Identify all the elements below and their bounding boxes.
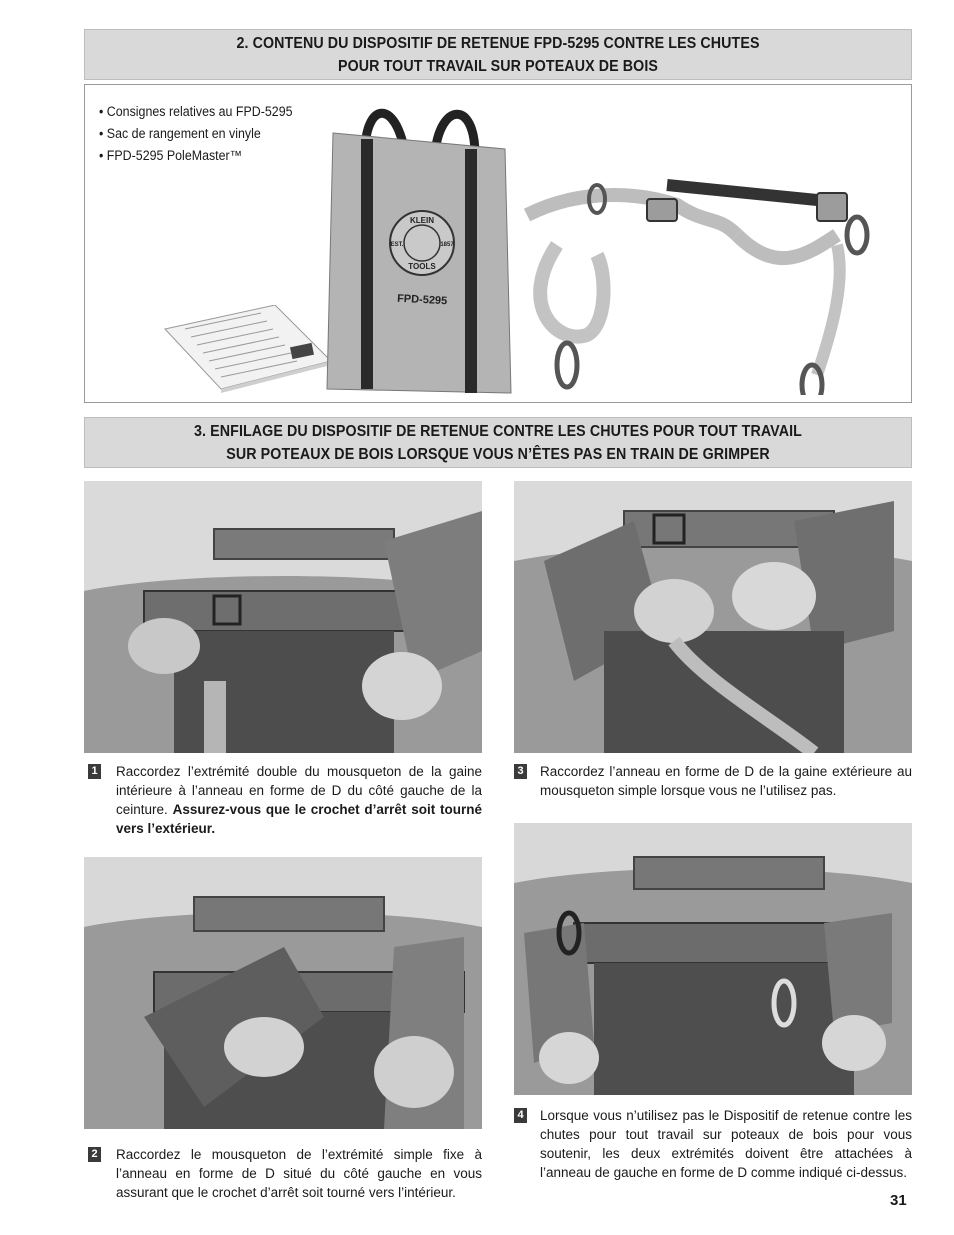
step-number: 2 (88, 1147, 101, 1162)
step-3-photo (514, 481, 912, 753)
step-3-text: Raccordez l’anneau en forme de D de la gaine extérieure au mousqueton simple lorsque vous ne l’utilisez pas. (540, 764, 912, 798)
section-2-title-line-2: POUR TOUT TRAVAIL SUR POTEAUX DE BOIS (337, 58, 659, 75)
step-number: 4 (514, 1108, 527, 1123)
section-3-header (84, 417, 912, 468)
bag-logo-top-text: KLEIN (410, 216, 434, 225)
step-number: 3 (514, 764, 527, 779)
bag-logo-left-text: EST. (390, 242, 404, 248)
step-1 (88, 762, 482, 842)
step-1-warning: Assurez-vous que le crochet d’arrêt soit tourné vers l’extérieur. (116, 802, 482, 836)
step-3 (514, 762, 912, 802)
polemaster-strap-image (497, 165, 897, 395)
bag-logo-bottom-text: TOOLS (408, 262, 436, 271)
section-3-title-line-2: SUR POTEAUX DE BOIS LORSQUE VOUS N’ÊTES PAS EN TRAIN DE GRIMPER (226, 446, 770, 463)
instruction-sheet-image (163, 305, 333, 395)
step-4-text: Lorsque vous n’utilisez pas le Dispositif de retenue contre les chutes pour tout travail sur poteaux de bois pour vous soutenir, les deux extrémités doivent être attachées à l’anneau de gauche en forme de D comme indiqué ci-dessus. (540, 1108, 912, 1180)
contents-box (84, 84, 912, 403)
step-number: 1 (88, 764, 101, 779)
contents-item: • Sac de rangement en vinyle (99, 123, 293, 145)
step-2 (88, 1145, 482, 1205)
step-1-text (116, 762, 482, 838)
step-2-text: Raccordez le mousqueton de l’extrémité simple fixe à l’anneau en forme de D situé du côté gauche en vous assurant que le crochet d’arrêt soit tourné vers l’intérieur. (116, 1147, 482, 1200)
bag-label-text: FPD-5295 (396, 292, 448, 308)
step-4 (514, 1106, 912, 1186)
storage-bag-image (325, 93, 515, 399)
contents-item: • FPD-5295 PoleMaster™ (99, 145, 293, 167)
section-3-title-line-1: 3. ENFILAGE DU DISPOSITIF DE RETENUE CONTRE LES CHUTES POUR TOUT TRAVAIL (194, 423, 802, 440)
contents-list (99, 101, 309, 167)
step-2-photo (84, 857, 482, 1129)
page-number: 31 (890, 1192, 907, 1209)
step-1-body: Raccordez l’extrémité double du mousqueton de la gaine intérieure à l’anneau en forme de D du côté gauche de la ceinture. (116, 764, 482, 817)
step-1-photo (84, 481, 482, 753)
contents-item: • Consignes relatives au FPD-5295 (99, 101, 293, 123)
step-4-photo (514, 823, 912, 1095)
bag-logo-right-text: 1857 (440, 242, 454, 248)
section-2-title-line-1: 2. CONTENU DU DISPOSITIF DE RETENUE FPD-5295 CONTRE LES CHUTES (236, 35, 760, 52)
section-2-header (84, 29, 912, 80)
